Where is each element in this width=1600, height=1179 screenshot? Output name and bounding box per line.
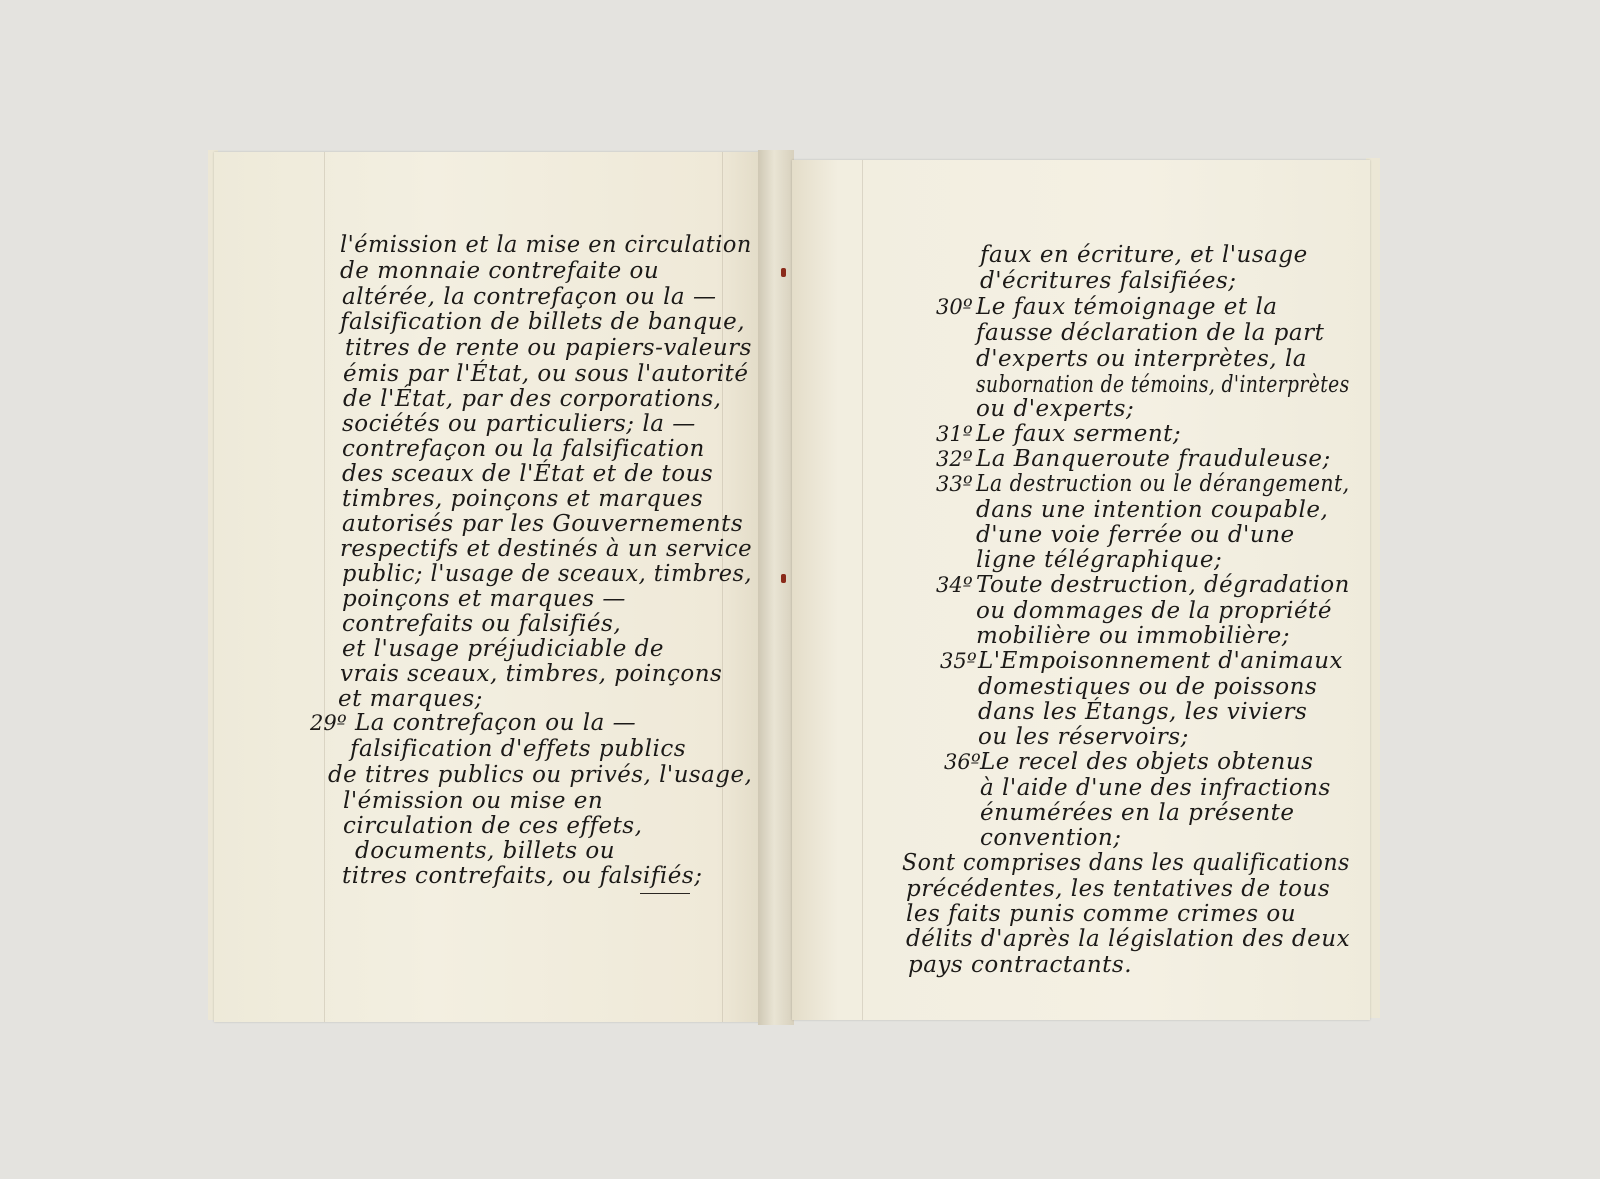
text-line: faux en écriture, et l'usage	[980, 242, 1308, 268]
text-line: Toute destruction, dégradation	[976, 572, 1350, 598]
text-line: délits d'après la législation des deux	[906, 926, 1351, 952]
article-number-32: 32º	[936, 447, 973, 471]
text-line: mobilière ou immobilière;	[976, 623, 1291, 649]
article-number-34: 34º	[936, 573, 973, 597]
text-line: de monnaie contrefaite ou	[340, 258, 660, 284]
text-line: l'émission ou mise en	[343, 788, 604, 814]
text-line: titres contrefaits, ou falsifiés;	[342, 863, 703, 889]
text-line: Sont comprises dans les qualifications	[902, 850, 1350, 876]
left-margin-rule	[324, 152, 325, 1022]
text-line: ou les réservoirs;	[978, 724, 1189, 750]
article-number-30: 30º	[936, 295, 973, 319]
text-line: dans les Étangs, les viviers	[978, 699, 1308, 725]
text-line: subornation de témoins, d'interprètes	[976, 372, 1350, 398]
text-line: émis par l'État, ou sous l'autorité	[343, 361, 749, 387]
text-line: public; l'usage de sceaux, timbres,	[342, 561, 753, 587]
text-line: pays contractants.	[908, 952, 1133, 978]
article-number-36: 36º	[944, 750, 981, 774]
text-line: domestiques ou de poissons	[978, 674, 1318, 700]
text-line: de titres publics ou privés, l'usage,	[328, 762, 753, 788]
text-line: La destruction ou le dérangement,	[976, 471, 1350, 497]
text-line: ou d'experts;	[976, 396, 1135, 422]
article-number-33: 33º	[936, 472, 973, 496]
text-line: contrefaits ou falsifiés,	[342, 611, 622, 637]
text-line: d'experts ou interprètes, la	[976, 346, 1307, 372]
text-line: documents, billets ou	[355, 838, 616, 864]
text-line: La contrefaçon ou la —	[355, 710, 637, 736]
text-line: autorisés par les Gouvernements	[342, 511, 744, 537]
article-number-29: 29º	[310, 711, 347, 735]
text-line: contrefaçon ou la falsification	[342, 436, 705, 462]
text-line: titres de rente ou papiers-valeurs	[345, 335, 752, 361]
book-gutter	[758, 150, 794, 1025]
text-line: précédentes, les tentatives de tous	[906, 876, 1331, 902]
text-line: Le recel des objets obtenus	[980, 749, 1314, 775]
text-line: falsification d'effets publics	[350, 736, 687, 762]
text-line: ligne télégraphique;	[976, 547, 1223, 573]
text-line: fausse déclaration de la part	[976, 320, 1325, 346]
article-number-31: 31º	[936, 422, 973, 446]
article-number-35: 35º	[940, 649, 977, 673]
text-line: falsification de billets de banque,	[340, 309, 746, 335]
text-line: à l'aide d'une des infractions	[980, 775, 1331, 801]
binding-stitch-top	[781, 268, 786, 277]
text-line: énumérées en la présente	[980, 800, 1295, 826]
text-line: circulation de ces effets,	[343, 813, 643, 839]
text-line: et marques;	[338, 686, 483, 712]
text-line: des sceaux de l'État et de tous	[342, 461, 714, 487]
text-line: l'émission et la mise en circulation	[340, 232, 752, 258]
line-filler-dash	[640, 893, 690, 894]
text-line: et l'usage préjudiciable de	[342, 636, 664, 662]
text-line: poinçons et marques —	[342, 586, 626, 612]
text-line: dans une intention coupable,	[976, 497, 1329, 523]
text-line: d'écritures falsifiées;	[980, 268, 1237, 294]
text-line: L'Empoisonnement d'animaux	[978, 648, 1344, 674]
text-line: convention;	[980, 825, 1122, 851]
text-line: Le faux témoignage et la	[976, 294, 1278, 320]
text-line: d'une voie ferrée ou d'une	[976, 522, 1295, 548]
text-line: sociétés ou particuliers; la —	[342, 411, 696, 437]
text-line: respectifs et destinés à un service	[340, 536, 753, 562]
text-line: de l'État, par des corporations,	[343, 386, 722, 412]
text-line: altérée, la contrefaçon ou la —	[342, 284, 717, 310]
text-line: vrais sceaux, timbres, poinçons	[340, 661, 723, 687]
text-line: timbres, poinçons et marques	[342, 486, 704, 512]
margin-rule	[862, 160, 863, 1020]
text-line: les faits punis comme crimes ou	[906, 901, 1297, 927]
text-line: ou dommages de la propriété	[976, 598, 1332, 624]
text-line: Le faux serment;	[976, 421, 1182, 447]
text-line: La Banqueroute frauduleuse;	[976, 446, 1331, 472]
right-margin-rule	[722, 152, 723, 1022]
binding-stitch-bottom	[781, 574, 786, 583]
